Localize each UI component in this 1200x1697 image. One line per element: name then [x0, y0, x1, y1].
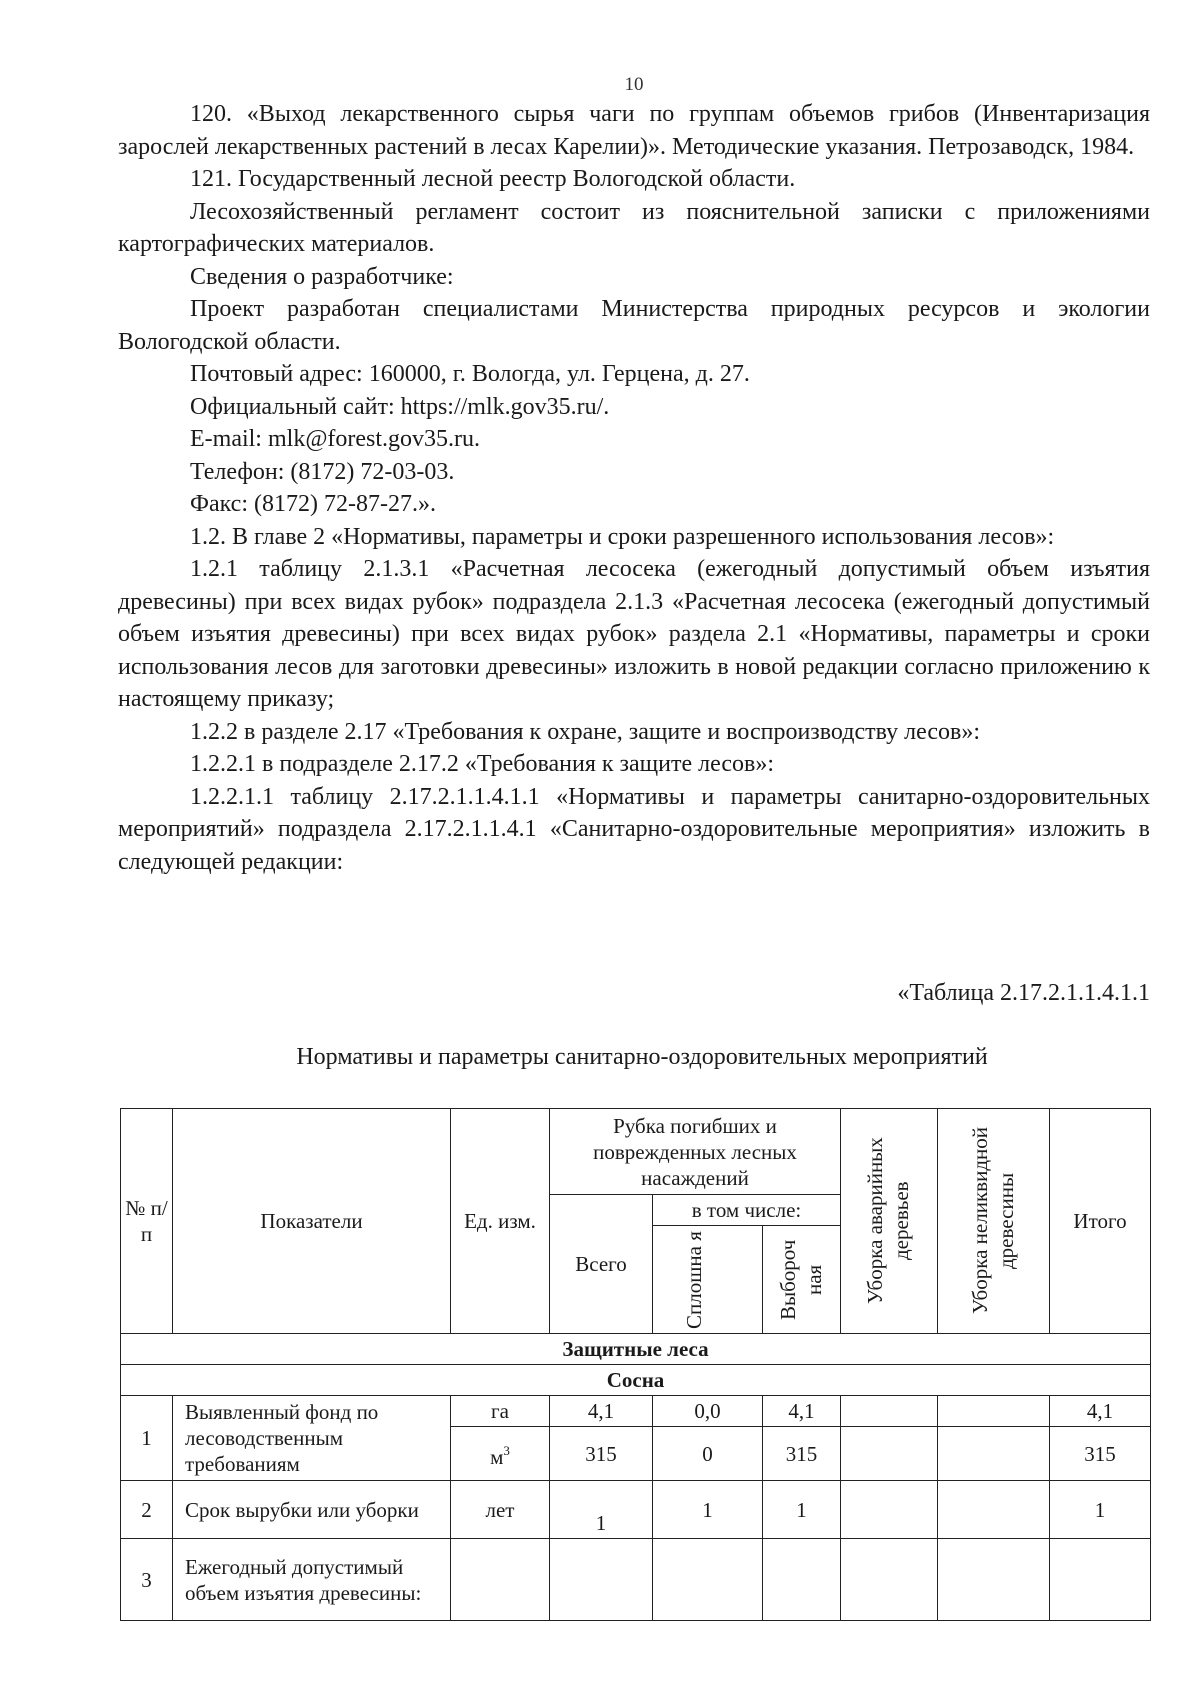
paragraph-regulation: Лесохозяйственный регламент состоит из пояснительной записки с приложениями картографических материалов. [118, 198, 1150, 257]
table-row [121, 1396, 1151, 1427]
row-3-total [1050, 1539, 1151, 1621]
header-selective-text: Выбороч ная [775, 1239, 826, 1320]
paragraph-fax: Факс: (8172) 72-87-27.». [190, 491, 436, 517]
row-1b-illiquid [938, 1427, 1050, 1481]
page-number: 10 [624, 74, 644, 95]
row-2-unit: лет [451, 1481, 550, 1539]
row-2-indicator: Срок вырубки или уборки [173, 1481, 451, 1539]
table-row [121, 1481, 1151, 1539]
row-3-indicator: Ежегодный допустимый объем изъятия древесины: [173, 1539, 451, 1621]
paragraph-developer: Проект разработан специалистами Министерства природных ресурсов и экологии Вологодской области. [118, 296, 1150, 355]
header-emergency [841, 1109, 938, 1334]
row-1a-illiquid [938, 1396, 1050, 1427]
paragraph-ref-120: 120. «Выход лекарственного сырья чаги по группам объемов грибов (Инвентаризация зарослей лекарственных растений в лесах Карелии)». Методические указания. Петрозаводск, 1984. [118, 101, 1150, 160]
row-1a-selective: 4,1 [763, 1396, 841, 1427]
table-caption: «Таблица 2.17.2.1.1.4.1.1 [897, 980, 1150, 1006]
row-1b-emergency [841, 1427, 938, 1481]
row-1b-unit-sup: 3 [503, 1442, 510, 1458]
header-including: в том числе: [653, 1195, 841, 1226]
row-3-clear [653, 1539, 763, 1621]
section-row: Защитные леса [121, 1334, 1151, 1365]
row-3-illiquid [938, 1539, 1050, 1621]
row-2-total: 1 [1050, 1481, 1151, 1539]
header-felling-group: Рубка погибших и поврежденных лесных насаждений [550, 1109, 841, 1195]
row-1b-selective: 315 [763, 1427, 841, 1481]
paragraph-ref-121: 121. Государственный лесной реестр Вологодской области. [190, 166, 796, 192]
body-text [118, 98, 1150, 878]
header-illiquid [938, 1109, 1050, 1334]
row-3-emergency [841, 1539, 938, 1621]
paragraph-developer-heading: Сведения о разработчике: [190, 263, 454, 290]
row-3-selective [763, 1539, 841, 1621]
header-selective [763, 1226, 841, 1334]
row-1b-total-all: 315 [550, 1427, 653, 1481]
row-2-illiquid [938, 1481, 1050, 1539]
row-1b-unit [451, 1427, 550, 1481]
subsection-row: Сосна [121, 1365, 1151, 1396]
table-row [121, 1539, 1151, 1621]
paragraph-website: Официальный сайт: https://mlk.gov35.ru/. [190, 393, 610, 420]
row-2-num: 2 [121, 1481, 173, 1539]
row-1a-clear: 0,0 [653, 1396, 763, 1427]
row-2-emergency [841, 1481, 938, 1539]
row-3-unit [451, 1539, 550, 1621]
header-total: Итого [1050, 1109, 1151, 1334]
paragraph-item-1-2: 1.2. В главе 2 «Нормативы, параметры и сроки разрешенного использования лесов»: [190, 523, 1055, 550]
paragraph-item-1-2-2: 1.2.2 в разделе 2.17 «Требования к охране, защите и воспроизводству лесов»: [190, 718, 980, 745]
header-clear [653, 1226, 763, 1334]
row-1-indicator: Выявленный фонд по лесоводственным требованиям [173, 1396, 451, 1481]
paragraph-item-1-2-2-1: 1.2.2.1 в подразделе 2.17.2 «Требования к защите лесов»: [190, 751, 775, 777]
row-1-num: 1 [121, 1396, 173, 1481]
row-1a-emergency [841, 1396, 938, 1427]
row-1a-total-all: 4,1 [550, 1396, 653, 1427]
row-2-selective: 1 [763, 1481, 841, 1539]
norms-table [120, 1108, 1151, 1621]
table-title: Нормативы и параметры санитарно-оздоровительных мероприятий [296, 1044, 988, 1070]
paragraph-email: E-mail: mlk@forest.gov35.ru. [190, 426, 481, 452]
paragraph-phone: Телефон: (8172) 72-03-03. [190, 458, 455, 485]
row-1b-total: 315 [1050, 1427, 1151, 1481]
paragraph-postal-address: Почтовый адрес: 160000, г. Вологда, ул. Герцена, д. 27. [190, 361, 750, 387]
row-3-total-all [550, 1539, 653, 1621]
header-indicators: Показатели [173, 1109, 451, 1334]
row-3-num: 3 [121, 1539, 173, 1621]
row-2-total-all: 1 [550, 1481, 653, 1539]
row-1a-unit: га [451, 1396, 550, 1427]
row-1b-clear: 0 [653, 1427, 763, 1481]
header-emergency-text: Уборка аварийных деревьев [863, 1137, 913, 1305]
header-illiquid-text: Уборка неликвидной древесины [967, 1127, 1018, 1315]
paragraph-item-1-2-2-1-1: 1.2.2.1.1 таблицу 2.17.2.1.1.4.1.1 «Нормативы и параметры санитарно-оздоровительных мероприятий» подраздела 2.17.2.1.1.4.1 «Санитарно-оздоровительные мероприятия» изложить в следующей редакции: [118, 783, 1150, 875]
paragraph-item-1-2-1: 1.2.1 таблицу 2.1.3.1 «Расчетная лесосека (ежегодный допустимый объем изъятия древесины) при всех видах рубок» подраздела 2.1.3 «Расчетная лесосека (ежегодный допустимый объем изъятия древесины) при всех видах рубок» раздела 2.1 «Нормативы, параметры и сроки использования лесов для заготовки древесины» изложить в новой редакции согласно приложению к настоящему приказу; [118, 556, 1150, 712]
row-1b-unit-text: м [490, 1444, 504, 1469]
row-2-clear: 1 [653, 1481, 763, 1539]
header-clear-text: Сплошна я [681, 1230, 706, 1329]
row-1a-total: 4,1 [1050, 1396, 1151, 1427]
header-unit: Ед. изм. [451, 1109, 550, 1334]
header-total-all: Всего [550, 1195, 653, 1334]
header-num: № п/п [121, 1109, 173, 1334]
